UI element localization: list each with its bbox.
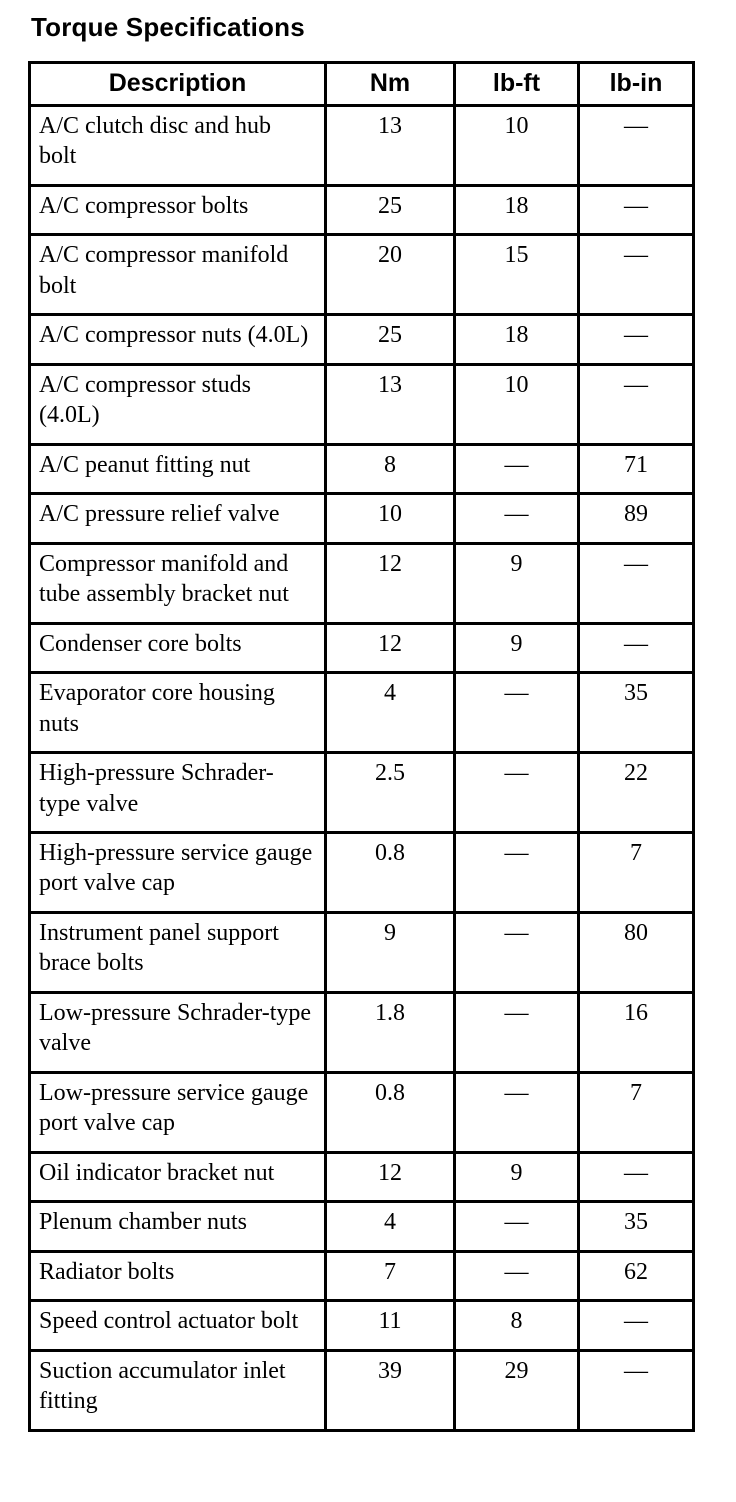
lb-in-value-cell: 62 <box>579 1251 694 1300</box>
nm-value-cell: 12 <box>326 1152 455 1201</box>
table-header-row <box>30 63 694 106</box>
table-row <box>30 1301 694 1350</box>
table-row <box>30 364 694 444</box>
description-cell: A/C compressor studs (4.0L) <box>30 364 326 444</box>
description-cell: Radiator bolts <box>30 1251 326 1300</box>
description-cell: Plenum chamber nuts <box>30 1202 326 1251</box>
nm-value-cell: 8 <box>326 444 455 493</box>
lb-ft-value-cell: 18 <box>455 185 579 234</box>
nm-value-cell: 9 <box>326 912 455 992</box>
description-cell: Evaporator core housing nuts <box>30 673 326 753</box>
nm-value-cell: 4 <box>326 1202 455 1251</box>
lb-ft-value-cell: — <box>455 444 579 493</box>
nm-value-cell: 11 <box>326 1301 455 1350</box>
description-cell: Suction accumulator inlet fitting <box>30 1350 326 1430</box>
table-row <box>30 1202 694 1251</box>
lb-ft-value-cell: — <box>455 753 579 833</box>
table-row <box>30 1152 694 1201</box>
table-row <box>30 912 694 992</box>
table-row <box>30 1251 694 1300</box>
lb-in-value-cell: 7 <box>579 832 694 912</box>
column-header-description: Description <box>30 63 326 106</box>
table-row <box>30 753 694 833</box>
description-cell: A/C compressor manifold bolt <box>30 235 326 315</box>
description-cell: Condenser core bolts <box>30 623 326 672</box>
lb-in-value-cell: — <box>579 315 694 364</box>
description-cell: Oil indicator bracket nut <box>30 1152 326 1201</box>
lb-ft-value-cell: — <box>455 1202 579 1251</box>
lb-in-value-cell: — <box>579 235 694 315</box>
lb-in-value-cell: 16 <box>579 992 694 1072</box>
lb-ft-value-cell: 10 <box>455 364 579 444</box>
table-row <box>30 185 694 234</box>
lb-ft-value-cell: 10 <box>455 106 579 186</box>
lb-in-value-cell: 35 <box>579 673 694 753</box>
description-cell: High-pressure service gauge port valve cap <box>30 832 326 912</box>
table-row <box>30 992 694 1072</box>
lb-ft-value-cell: — <box>455 1072 579 1152</box>
lb-in-value-cell: 71 <box>579 444 694 493</box>
table-row <box>30 444 694 493</box>
table-row <box>30 832 694 912</box>
table-row <box>30 543 694 623</box>
lb-in-value-cell: 35 <box>579 1202 694 1251</box>
nm-value-cell: 13 <box>326 106 455 186</box>
nm-value-cell: 10 <box>326 494 455 543</box>
nm-value-cell: 25 <box>326 185 455 234</box>
description-cell: Speed control actuator bolt <box>30 1301 326 1350</box>
description-cell: Low-pressure service gauge port valve cap <box>30 1072 326 1152</box>
description-cell: A/C compressor nuts (4.0L) <box>30 315 326 364</box>
description-cell: Instrument panel support brace bolts <box>30 912 326 992</box>
column-header-lb-ft: lb-ft <box>455 63 579 106</box>
table-row <box>30 623 694 672</box>
lb-in-value-cell: — <box>579 106 694 186</box>
nm-value-cell: 2.5 <box>326 753 455 833</box>
lb-ft-value-cell: 9 <box>455 1152 579 1201</box>
lb-ft-value-cell: — <box>455 992 579 1072</box>
lb-in-value-cell: 7 <box>579 1072 694 1152</box>
table-row <box>30 1350 694 1430</box>
table-row <box>30 235 694 315</box>
description-cell: A/C pressure relief valve <box>30 494 326 543</box>
lb-ft-value-cell: 9 <box>455 623 579 672</box>
lb-ft-value-cell: 15 <box>455 235 579 315</box>
table-row <box>30 315 694 364</box>
lb-ft-value-cell: — <box>455 912 579 992</box>
lb-in-value-cell: 89 <box>579 494 694 543</box>
nm-value-cell: 4 <box>326 673 455 753</box>
nm-value-cell: 25 <box>326 315 455 364</box>
lb-in-value-cell: — <box>579 1152 694 1201</box>
lb-ft-value-cell: 9 <box>455 543 579 623</box>
lb-ft-value-cell: — <box>455 832 579 912</box>
lb-ft-value-cell: — <box>455 673 579 753</box>
lb-in-value-cell: 80 <box>579 912 694 992</box>
lb-in-value-cell: — <box>579 1301 694 1350</box>
lb-in-value-cell: — <box>579 1350 694 1430</box>
nm-value-cell: 0.8 <box>326 1072 455 1152</box>
torque-specifications-table <box>28 61 695 1432</box>
lb-in-value-cell: — <box>579 623 694 672</box>
table-row <box>30 494 694 543</box>
lb-ft-value-cell: 8 <box>455 1301 579 1350</box>
nm-value-cell: 12 <box>326 623 455 672</box>
nm-value-cell: 12 <box>326 543 455 623</box>
page-title: Torque Specifications <box>31 12 305 42</box>
lb-in-value-cell: — <box>579 364 694 444</box>
column-header-nm: Nm <box>326 63 455 106</box>
table-row <box>30 1072 694 1152</box>
description-cell: A/C compressor bolts <box>30 185 326 234</box>
lb-ft-value-cell: 18 <box>455 315 579 364</box>
lb-in-value-cell: 22 <box>579 753 694 833</box>
nm-value-cell: 20 <box>326 235 455 315</box>
nm-value-cell: 7 <box>326 1251 455 1300</box>
column-header-lb-in: lb-in <box>579 63 694 106</box>
nm-value-cell: 39 <box>326 1350 455 1430</box>
lb-in-value-cell: — <box>579 185 694 234</box>
description-cell: A/C clutch disc and hub bolt <box>30 106 326 186</box>
table-row <box>30 673 694 753</box>
nm-value-cell: 0.8 <box>326 832 455 912</box>
table-row <box>30 106 694 186</box>
table-body <box>30 106 694 1431</box>
lb-ft-value-cell: 29 <box>455 1350 579 1430</box>
description-cell: Compressor manifold and tube assembly bracket nut <box>30 543 326 623</box>
description-cell: A/C peanut fitting nut <box>30 444 326 493</box>
nm-value-cell: 13 <box>326 364 455 444</box>
description-cell: Low-pressure Schrader-type valve <box>30 992 326 1072</box>
description-cell: High-pressure Schrader-type valve <box>30 753 326 833</box>
lb-ft-value-cell: — <box>455 494 579 543</box>
lb-in-value-cell: — <box>579 543 694 623</box>
lb-ft-value-cell: — <box>455 1251 579 1300</box>
nm-value-cell: 1.8 <box>326 992 455 1072</box>
